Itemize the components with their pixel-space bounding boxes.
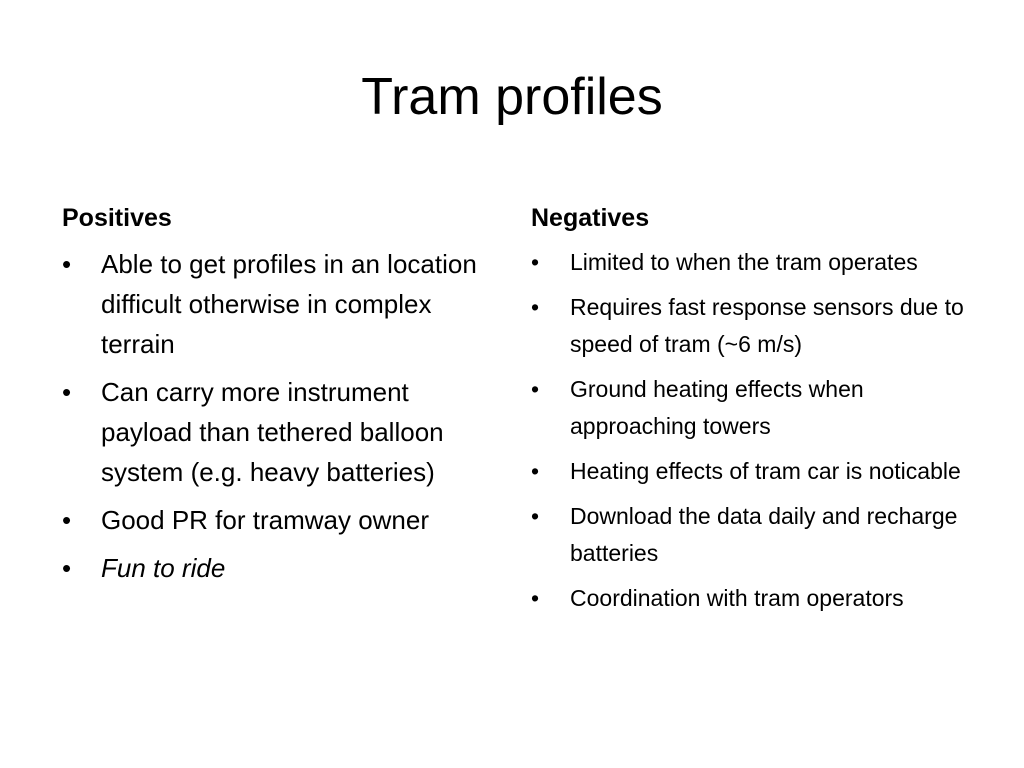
bullet-icon: •: [62, 377, 72, 407]
list-item-text: Fun to ride: [101, 553, 226, 583]
bullet-icon: •: [62, 249, 72, 279]
bullet-icon: •: [531, 294, 540, 320]
bullet-icon: •: [531, 503, 540, 529]
list-item-text: Requires fast response sensors due to speed of tram (~6 m/s): [570, 294, 964, 357]
list-item: [531, 580, 971, 617]
bullet-icon: •: [62, 553, 72, 583]
negatives-column: [531, 198, 971, 625]
list-item: [531, 371, 971, 445]
list-item: [62, 244, 502, 364]
list-item-text: Heating effects of tram car is noticable: [570, 458, 961, 484]
list-item-text: Limited to when the tram operates: [570, 249, 918, 275]
bullet-icon: •: [531, 249, 540, 275]
negatives-heading: Negatives: [531, 204, 650, 232]
list-item: [62, 500, 502, 540]
negatives-list: [531, 244, 971, 617]
list-item: [531, 498, 971, 572]
bullet-icon: •: [531, 585, 540, 611]
positives-list: [62, 244, 502, 588]
list-item: [531, 244, 971, 281]
list-item: [62, 372, 502, 492]
list-item-text: Able to get profiles in an location difficult otherwise in complex terrain: [101, 249, 477, 359]
list-item: [531, 289, 971, 363]
positives-heading: Positives: [62, 204, 172, 232]
list-item-text: Coordination with tram operators: [570, 585, 904, 611]
slide-title: Tram profiles: [361, 68, 663, 126]
list-item: [531, 453, 971, 490]
bullet-icon: •: [62, 505, 72, 535]
list-item-text: Can carry more instrument payload than tethered balloon system (e.g. heavy batteries): [101, 377, 444, 487]
list-item: [62, 548, 502, 588]
bullet-icon: •: [531, 458, 540, 484]
list-item-text: Good PR for tramway owner: [101, 505, 430, 535]
list-item-text: Download the data daily and recharge batteries: [570, 503, 958, 566]
bullet-icon: •: [531, 376, 540, 402]
list-item-text: Ground heating effects when approaching towers: [570, 376, 864, 439]
positives-column: [62, 198, 502, 596]
